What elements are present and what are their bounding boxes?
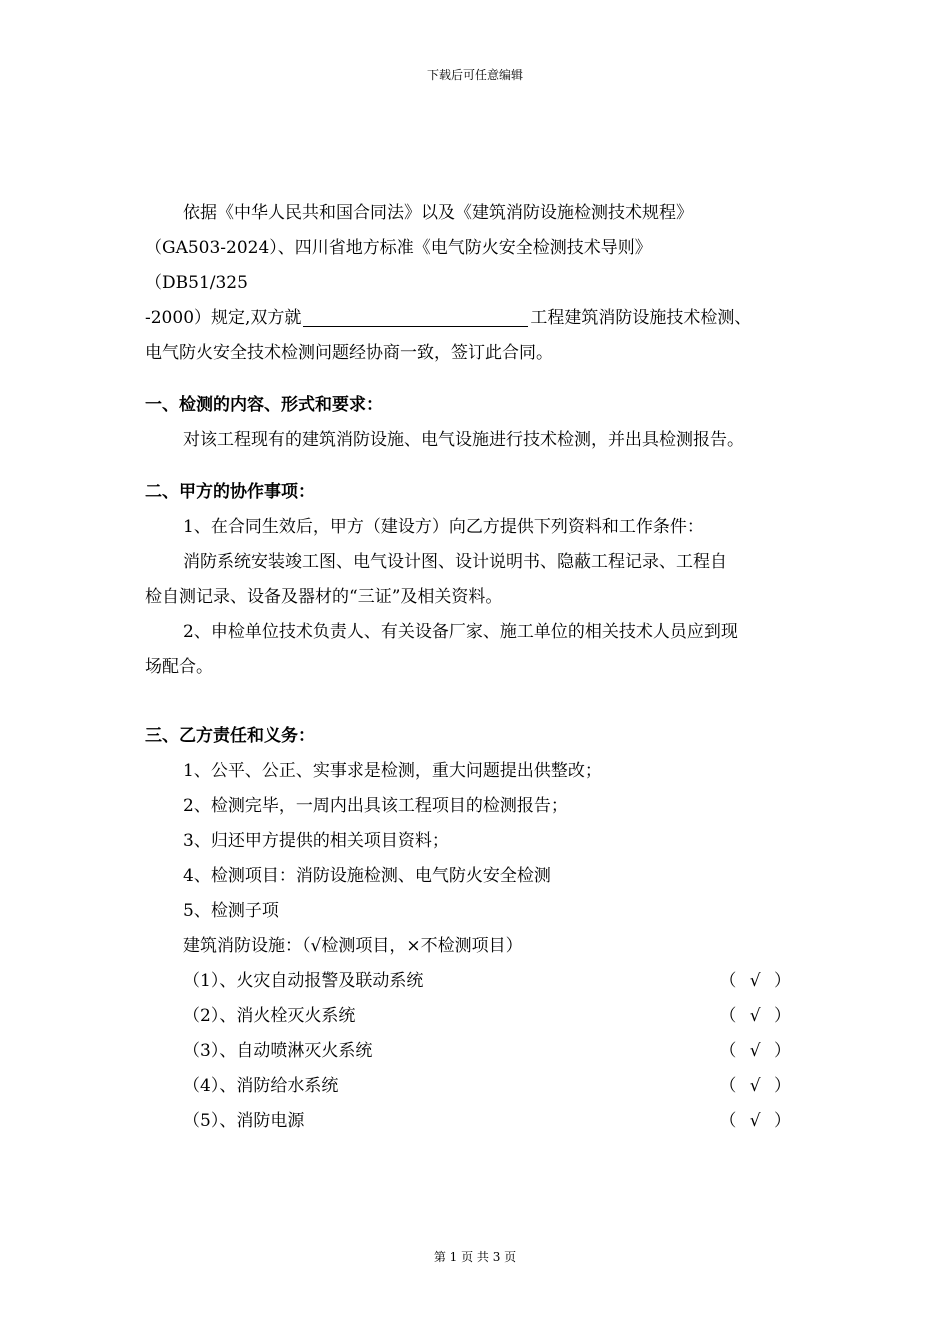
check-mark: （ √ ）	[719, 1076, 795, 1096]
section-1-text: 对该工程现有的建筑消防设施、电气设施进行技术检测，并出具检测报告。	[183, 430, 744, 450]
intro-line-1: 依据《中华人民共和国合同法》以及《建筑消防设施检测技术规程》	[183, 203, 693, 223]
page-header: 下载后可任意编辑	[426, 68, 523, 82]
intro-line-5: 电气防火安全技术检测问题经协商一致，签订此合同。	[145, 343, 553, 363]
section-3-item-4: 4、检测项目：消防设施检测、电气防火安全检测	[183, 866, 551, 886]
check-item-label: （3）、自动喷淋灭火系统	[183, 1041, 373, 1061]
check-item-2	[145, 999, 810, 1034]
section-2-item-1: 1、在合同生效后，甲方（建设方）向乙方提供下列资料和工作条件：	[183, 517, 704, 537]
section-2-item-2-line-1: 2、申检单位技术负责人、有关设备厂家、施工单位的相关技术人员应到现	[183, 622, 738, 642]
page-footer: 第 1 页 共 3 页	[433, 1250, 517, 1264]
intro-line-4	[145, 301, 810, 336]
intro-line-2: （GA503-2024）、四川省地方标准《电气防火安全检测技术导则》	[145, 238, 652, 258]
section-3-item-1: 1、公平、公正、实事求是检测，重大问题提出供整改；	[183, 761, 602, 781]
check-item-1	[145, 964, 810, 999]
intro-line-4-after: 工程建筑消防设施技术检测、	[530, 308, 752, 328]
project-name-blank[interactable]	[303, 304, 528, 327]
check-item-label: （1）、火灾自动报警及联动系统	[183, 971, 424, 991]
check-mark: （ √ ）	[719, 971, 795, 991]
section-2-docs-line-1: 消防系统安装竣工图、电气设计图、设计说明书、隐蔽工程记录、工程自	[183, 552, 727, 572]
check-mark: （ √ ）	[719, 1111, 795, 1131]
check-mark: （ √ ）	[719, 1041, 795, 1061]
section-2-title: 二、甲方的协作事项：	[145, 482, 315, 502]
section-3-item-3: 3、归还甲方提供的相关项目资料；	[183, 831, 449, 851]
intro-line-3: （DB51/325	[145, 273, 248, 293]
section-3-item-2: 2、检测完毕，一周内出具该工程项目的检测报告；	[183, 796, 568, 816]
check-item-label: （2）、消火栓灭火系统	[183, 1006, 356, 1026]
check-item-5	[145, 1104, 810, 1139]
section-2-docs-line-2: 检自测记录、设备及器材的“三证”及相关资料。	[145, 587, 503, 607]
check-item-label: （5）、消防电源	[183, 1111, 305, 1131]
section-3-item-5: 5、检测子项	[183, 901, 279, 921]
check-legend: 建筑消防设施：（√检测项目，×不检测项目）	[183, 936, 523, 956]
intro-line-4-before: -2000）规定,双方就	[145, 308, 302, 328]
section-2-item-2-line-2: 场配合。	[145, 657, 213, 677]
section-3-title: 三、乙方责任和义务：	[145, 726, 315, 746]
check-item-3	[145, 1034, 810, 1069]
contract-body	[145, 196, 810, 1139]
section-1-title: 一、检测的内容、形式和要求：	[145, 395, 383, 415]
check-item-4	[145, 1069, 810, 1104]
check-item-label: （4）、消防给水系统	[183, 1076, 339, 1096]
check-mark: （ √ ）	[719, 1006, 795, 1026]
